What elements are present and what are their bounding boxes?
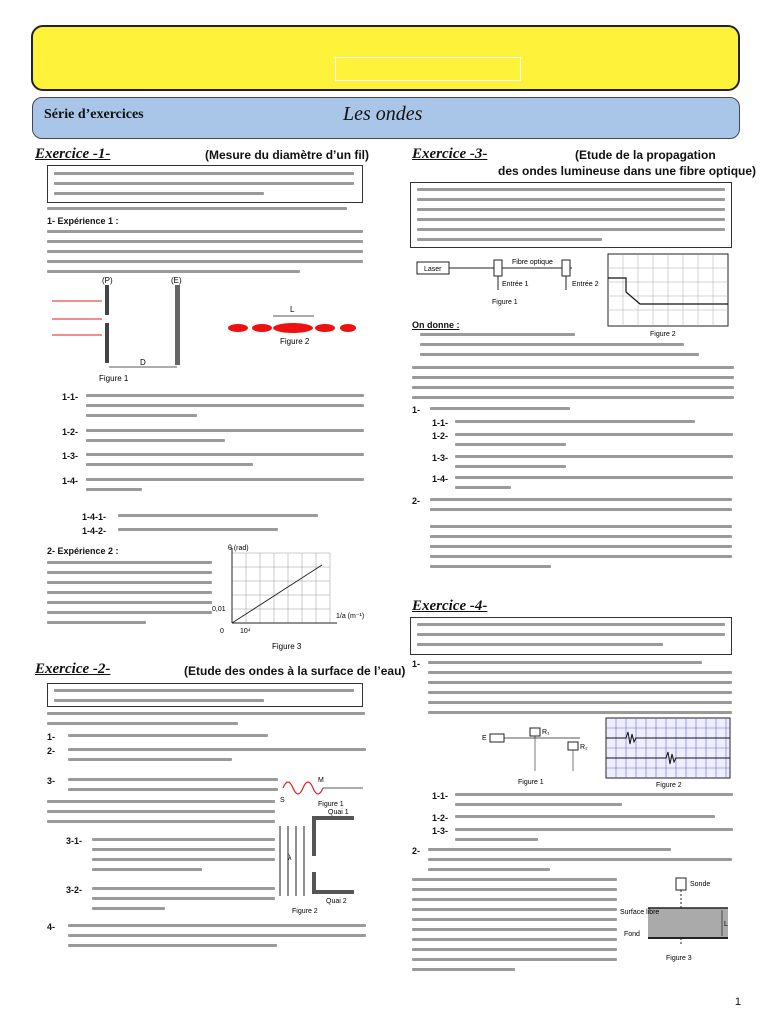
ex4-q-2-text [412, 878, 617, 978]
ex1-label-L1: L [290, 305, 295, 314]
ex4-label-R1: R₁ [542, 729, 550, 736]
ex4-label-R2: R₂ [580, 744, 588, 751]
ex1-q-1-1-text [86, 394, 364, 424]
ex1-fig3-xlabel: 1/a (m⁻¹) [336, 613, 365, 620]
ex1-figure-3-caption: Figure 3 [272, 642, 302, 651]
ex1-intro-text [54, 172, 354, 202]
page-title: Les ondes [343, 103, 423, 125]
ex1-title: Exercice -1- [35, 146, 111, 162]
ex4-figure-2-caption: Figure 2 [656, 782, 682, 789]
ex3-laser-label: Laser [424, 266, 442, 273]
ex4-q-2: 2- [412, 846, 421, 856]
ex1-q-1-4-1: 1-4-1- [82, 512, 107, 522]
ex1-figure-1-caption: Figure 1 [99, 374, 129, 383]
ex4-L-label: L [724, 921, 728, 928]
ex1-q-1-4-1-text [118, 514, 318, 524]
ex2-figure-1 [278, 772, 368, 808]
ex1-fig3-origin: 0 [220, 628, 224, 635]
ex3-q-1-2: 1-2- [432, 431, 449, 441]
ex1-label-D: D [140, 358, 146, 367]
ex1-subtitle: (Mesure du diamètre d’un fil) [205, 148, 370, 162]
ex4-q-1-text [428, 661, 732, 721]
ex1-label-P: (P) [102, 276, 113, 285]
ex2-figure-1-caption: Figure 1 [318, 801, 344, 808]
ex2-label-S: S [280, 797, 285, 804]
ex2-q-1-text [68, 734, 268, 744]
ex1-label-E: (E) [171, 276, 182, 285]
ex3-q-1-1: 1-1- [432, 418, 449, 428]
ex2-q-3-text [68, 778, 278, 798]
ex4-figure-3 [618, 874, 734, 966]
ex3-figure-1-caption: Figure 1 [492, 299, 518, 306]
ex1-figure-1 [47, 275, 197, 385]
ex3-intro-text [417, 188, 725, 248]
ex2-figure-2 [268, 806, 368, 916]
ex4-figure-1-caption: Figure 1 [518, 779, 544, 786]
ex2-q-3-1: 3-1- [66, 836, 83, 846]
ex2-q-3-context [47, 800, 275, 830]
ex1-q-1-4-text [86, 478, 364, 498]
ex2-intro-box [47, 683, 363, 707]
ex1-q-1-2-text [86, 429, 364, 449]
ex4-title: Exercice -4- [412, 598, 488, 614]
ex4-q-1-1-text [455, 793, 733, 813]
ex3-given-list [420, 333, 730, 363]
ex4-sonde-label: Sonde [690, 881, 711, 888]
ex3-figure-2-caption: Figure 2 [650, 331, 676, 338]
ex2-quai2: Quai 2 [326, 898, 347, 905]
ex2-intro-text [54, 689, 354, 709]
ex4-intro-box [410, 617, 732, 655]
ex4-q-1: 1- [412, 659, 421, 669]
ex3-title: Exercice -3- [412, 146, 488, 162]
ex3-q-1-4-text [455, 476, 733, 496]
ex2-q-2: 2- [47, 746, 56, 756]
ex1-figure-3 [212, 543, 367, 653]
ex1-q-1-3: 1-3- [62, 451, 79, 461]
ex2-q-3-2: 3-2- [66, 885, 83, 895]
ex3-q-2-text [430, 498, 732, 575]
ex2-q-1: 1- [47, 732, 56, 742]
ex3-q-1-3-text [455, 455, 733, 475]
ex1-q-1-4-2-text [118, 528, 278, 538]
ex2-label-M: M [318, 777, 324, 784]
ex3-q-1: 1- [412, 405, 421, 415]
ex2-q-3-1-text [92, 838, 275, 878]
ex3-q-1-2-text [455, 433, 733, 453]
ex4-q-1-1: 1-1- [432, 791, 449, 801]
ex3-figure-2 [606, 252, 734, 342]
ex3-q-1-4: 1-4- [432, 474, 449, 484]
ex3-figure-1 [412, 252, 607, 312]
ex4-figure-2 [604, 714, 734, 790]
ex3-subtitle-1: (Etude de la propagation [575, 148, 716, 162]
ex1-q-1-4: 1-4- [62, 476, 79, 486]
ex3-q-2: 2- [412, 496, 421, 506]
ex3-q-1-3: 1-3- [432, 453, 449, 463]
ex3-fibre-label: Fibre optique [512, 259, 553, 266]
ex2-lead-text [47, 712, 365, 732]
ex3-given-heading: On donne : [412, 320, 460, 330]
ex4-label-E: E [482, 735, 487, 742]
ex2-lambda: λ [288, 855, 292, 862]
ex3-q-1-text [430, 407, 570, 417]
ex4-figure-1 [480, 716, 600, 786]
ex3-intro-box [410, 182, 732, 248]
ex1-q-1-2: 1-2- [62, 427, 79, 437]
ex1-intro-box [47, 165, 363, 203]
ex2-q-4-text [68, 924, 366, 954]
ex4-surface-label: Surface libre [620, 909, 660, 916]
series-label: Série d’exercices [44, 107, 144, 122]
ex1-fig3-xtick: 10⁴ [240, 628, 251, 635]
ex3-subtitle-2: des ondes lumineuse dans une fibre optique) [498, 164, 757, 178]
ex3-q-1-1-text [455, 420, 695, 430]
ex3-entree1: Entrée 1 [502, 281, 529, 288]
ex1-figure-2-caption: Figure 2 [280, 337, 310, 346]
ex2-q-3-2-text [92, 887, 275, 917]
ex3-lead-text [412, 366, 734, 406]
ex2-q-2-text [68, 748, 366, 768]
ex4-intro-text [417, 623, 725, 653]
ex1-fig3-ytick: 0,01 [212, 606, 226, 613]
ex2-figure-2-caption: Figure 2 [292, 908, 318, 915]
ex1-q-1-1: 1-1- [62, 392, 79, 402]
ex1-exp1-text [47, 230, 363, 280]
ex4-q-1-2-text [455, 815, 715, 825]
banner-frame [335, 57, 521, 81]
ex1-q-1-4-2: 1-4-2- [82, 526, 107, 536]
ex4-fond-label: Fond [624, 931, 640, 938]
ex1-figure-2 [218, 298, 363, 348]
ex1-exp2-text [47, 561, 212, 631]
ex1-exp1-heading: 1- Expérience 1 : [47, 216, 119, 226]
ex2-title: Exercice -2- [35, 661, 111, 677]
ex4-figure-3-caption: Figure 3 [666, 955, 692, 962]
series-header [32, 97, 740, 139]
ex1-fig3-ylabel: θ (rad) [228, 545, 249, 552]
ex4-q-1-3-text [455, 828, 733, 848]
ex2-subtitle: (Etude des ondes à la surface de l’eau) [184, 664, 406, 678]
ex3-entree2: Entrée 2 [572, 281, 599, 288]
ex4-q-1-3: 1-3- [432, 826, 449, 836]
page-number: 1 [734, 996, 741, 1008]
ex2-quai1: Quai 1 [328, 809, 349, 816]
ex1-exp2-heading: 2- Expérience 2 : [47, 546, 119, 556]
ex4-q-1-2: 1-2- [432, 813, 449, 823]
ex2-q-3: 3- [47, 776, 56, 786]
ex2-q-4: 4- [47, 922, 56, 932]
top-banner [31, 25, 740, 91]
ex1-q-1-3-text [86, 453, 364, 473]
